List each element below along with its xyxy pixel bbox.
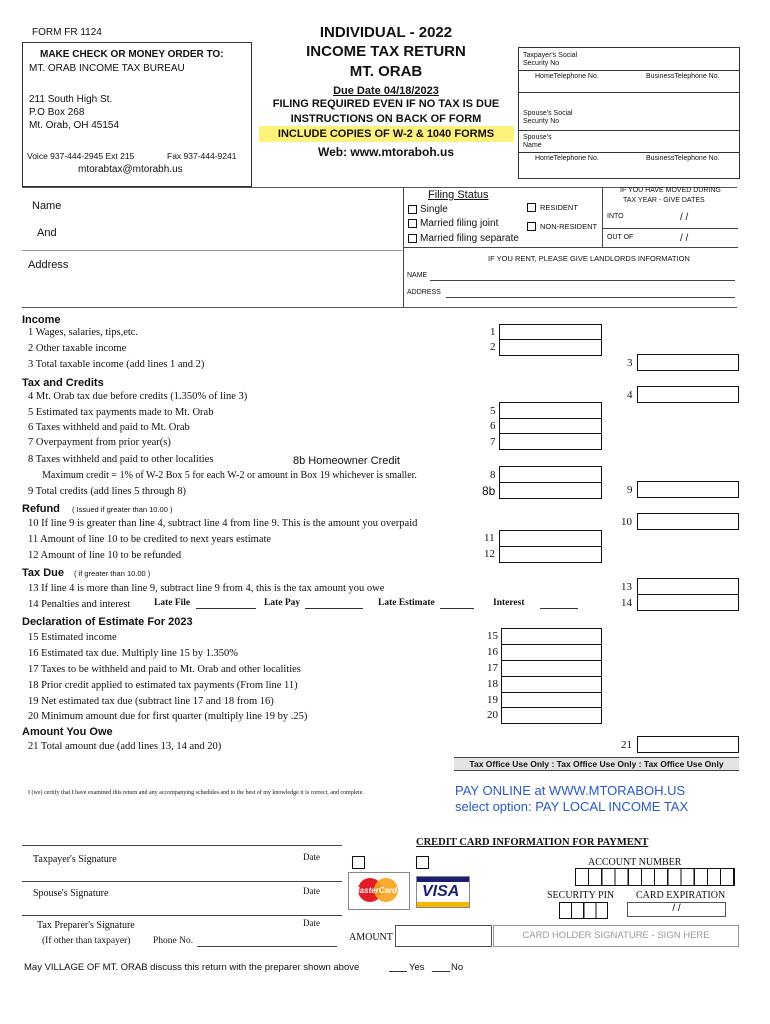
mastercard-checkbox[interactable] xyxy=(352,856,365,869)
email-address: mtorabtax@mtorabh.us xyxy=(78,164,183,175)
refund-heading: Refund xyxy=(22,503,60,515)
late-file-field[interactable] xyxy=(196,608,256,609)
certification-text: I (we) certify that I have examined this return and any accompanying schedules and to the best of my knowledge it is correct, and complete. xyxy=(28,790,364,796)
business-phone-label: BusinessTelephone No. xyxy=(646,73,720,80)
include-copies: INCLUDE COPIES OF W-2 & 1040 FORMS xyxy=(277,128,495,140)
line-9-label: 9 Total credits (add lines 5 through 8) xyxy=(28,486,186,497)
line-3-label: 3 Total taxable income (add lines 1 and 2) xyxy=(28,359,205,370)
line-12-input[interactable] xyxy=(499,546,602,563)
fax-number: Fax 937-444-9241 xyxy=(167,151,237,161)
spouse-date-label: Date xyxy=(303,886,320,896)
resident-label: RESIDENT xyxy=(540,203,578,212)
late-estimate-label: Late Estimate xyxy=(378,598,435,608)
bureau-name: MT. ORAB INCOME TAX BUREAU xyxy=(29,63,185,74)
preparer-phone-field[interactable] xyxy=(197,946,337,947)
amount-owe-heading: Amount You Owe xyxy=(22,726,113,738)
line-8b-label: 8b Homeowner Credit xyxy=(293,455,400,467)
divider xyxy=(519,92,739,93)
line-15-label: 15 Estimated income xyxy=(28,632,117,643)
line-8-input[interactable] xyxy=(499,466,602,483)
divider xyxy=(403,247,738,248)
line-11-label: 11 Amount of line 10 to be credited to next years estimate xyxy=(28,534,272,545)
make-check-label: MAKE CHECK OR MONEY ORDER TO: xyxy=(40,49,224,60)
line-4-label: 4 Mt. Orab tax due before credits (1.350% of line 3) xyxy=(28,391,248,402)
form-title-1: INDIVIDUAL - 2022 xyxy=(319,24,453,41)
line-17-input[interactable] xyxy=(501,660,602,677)
line-13-number: 13 xyxy=(621,581,632,593)
spouse-home-phone-label: HomeTelephone No. xyxy=(535,155,599,162)
due-date: Due Date 04/18/2023 xyxy=(333,85,439,97)
discuss-yes-field[interactable] xyxy=(389,971,407,972)
tax-credits-heading: Tax and Credits xyxy=(22,377,104,389)
visa-top-stripe xyxy=(417,877,469,882)
late-pay-field[interactable] xyxy=(305,608,363,609)
spouse-name-label-2: Name xyxy=(523,142,542,149)
line-16-label: 16 Estimated tax due. Multiply line 15 by 1.350% xyxy=(28,648,238,659)
address-line-2: P.O Box 268 xyxy=(29,107,85,118)
resident-checkbox[interactable] xyxy=(527,203,536,212)
spouse-ssn-label: Spouse's Social xyxy=(523,110,573,117)
pay-online[interactable]: PAY ONLINE at WWW.MTORABOH.US xyxy=(455,783,686,798)
married-joint-label: Married filing joint xyxy=(420,218,499,229)
line-14-label: 14 Penalties and interest xyxy=(28,599,131,610)
line-21-label: 21 Total amount due (add lines 13, 14 and 20) xyxy=(28,741,222,752)
line-8b-number: 8b xyxy=(482,484,496,498)
card-expiration-label: CARD EXPIRATION xyxy=(636,890,726,901)
address-line-1: 211 South High St. xyxy=(29,94,113,105)
line-9-number: 9 xyxy=(627,484,633,496)
divider xyxy=(519,130,739,131)
discuss-question: May VILLAGE OF MT. ORAB discuss this return with the preparer shown above xyxy=(24,962,360,973)
office-use-banner: Tax Office Use Only : Tax Office Use Only : Tax Office Use Only xyxy=(454,757,739,771)
line-5-input[interactable] xyxy=(499,402,602,419)
address-label: Address xyxy=(28,259,69,271)
moved-note-1: IF YOU HAVE MOVED DURING xyxy=(620,187,721,194)
divider xyxy=(602,228,738,229)
line-1-label: 1 Wages, salaries, tips,etc. xyxy=(28,327,139,338)
line-21-input[interactable] xyxy=(637,736,739,753)
line-19-label: 19 Net estimated tax due (subtract line 17 and 18 from 16) xyxy=(28,696,274,707)
line-7-label: 7 Overpayment from prior year(s) xyxy=(28,437,171,448)
amount-label: AMOUNT xyxy=(349,932,393,943)
late-file-label: Late File xyxy=(154,598,191,608)
line-16-input[interactable] xyxy=(501,644,602,661)
line-20-input[interactable] xyxy=(501,707,602,724)
security-pin-label: SECURITY PIN xyxy=(547,890,615,901)
divider xyxy=(519,152,739,153)
visa-bottom-stripe xyxy=(417,902,469,907)
taxpayer-signature-field[interactable] xyxy=(22,881,342,882)
landlord-note: IF YOU RENT, PLEASE GIVE LANDLORDS INFORMATION xyxy=(488,254,690,263)
spouse-signature-field[interactable] xyxy=(22,915,342,916)
cardholder-signature-field[interactable]: CARD HOLDER SIGNATURE - SIGN HERE xyxy=(493,925,739,947)
spouse-signature-label: Spouse's Signature xyxy=(33,888,109,899)
line-17-label: 17 Taxes to be withheld and paid to Mt. Orab and other localities xyxy=(28,664,301,675)
and-label: And xyxy=(37,227,57,239)
taxpayer-date-label: Date xyxy=(303,852,320,862)
preparer-note: (If other than taxpayer) xyxy=(42,936,131,946)
divider xyxy=(602,187,603,247)
taxpayer-ssn-label: Taxpayer's Social xyxy=(523,52,578,59)
card-expiration-field[interactable]: / / xyxy=(627,902,726,917)
form-title-3: MT. ORAB xyxy=(349,63,423,80)
line-7-number: 7 xyxy=(490,436,496,448)
credit-card-title: CREDIT CARD INFORMATION FOR PAYMENT xyxy=(416,837,649,848)
line-15-input[interactable] xyxy=(501,628,602,645)
line-14-input[interactable] xyxy=(637,594,739,611)
line-10-label: 10 If line 9 is greater than line 4, subtract line 4 from line 9. This is the amount you overpaid xyxy=(28,518,418,529)
visa-logo xyxy=(416,876,470,908)
line-10-number: 10 xyxy=(621,516,632,528)
line-2-label: 2 Other taxable income xyxy=(28,343,127,354)
line-15-number: 15 xyxy=(487,630,498,642)
line-12-number: 12 xyxy=(484,548,495,560)
landlord-address-label: ADDRESS xyxy=(407,289,441,296)
discuss-no-field[interactable] xyxy=(432,971,450,972)
line-19-number: 19 xyxy=(487,694,498,706)
line-18-label: 18 Prior credit applied to estimated tax payments (From line 11) xyxy=(28,680,298,691)
married-separate-checkbox[interactable] xyxy=(408,234,417,243)
spouse-name-label: Spouse's xyxy=(523,134,552,141)
into-date[interactable]: / / xyxy=(680,212,689,223)
name-label: Name xyxy=(32,200,62,212)
taxpayer-ssn-label-2: Security No xyxy=(523,60,560,67)
line-10-input[interactable] xyxy=(637,513,739,530)
mastercard-logo xyxy=(348,872,410,910)
refund-note: ( Issued if greater than 10.00 ) xyxy=(72,505,173,514)
phone-label: Phone No. xyxy=(153,936,194,946)
form-number: FORM FR 1124 xyxy=(32,27,102,38)
line-14-number: 14 xyxy=(621,597,632,609)
account-number-label: ACCOUNT NUMBER xyxy=(588,857,682,868)
line-11-input[interactable] xyxy=(499,530,602,547)
line-2-number: 2 xyxy=(490,341,496,353)
divider xyxy=(519,70,739,71)
line-6-number: 6 xyxy=(490,420,496,432)
filing-required: FILING REQUIRED EVEN IF NO TAX IS DUE xyxy=(272,98,500,110)
line-3-number: 3 xyxy=(627,357,633,369)
line-5-label: 5 Estimated tax payments made to Mt. Orab xyxy=(28,407,214,418)
into-label: INTO xyxy=(607,213,624,220)
divider xyxy=(22,250,402,251)
line-8-label: 8 Taxes withheld and paid to other localities xyxy=(28,454,214,465)
line-21-number: 21 xyxy=(621,739,632,751)
form-title-2: INCOME TAX RETURN xyxy=(306,43,466,60)
line-12-label: 12 Amount of line 10 to be refunded xyxy=(28,550,182,561)
tax-due-heading: Tax Due xyxy=(22,567,64,579)
divider xyxy=(22,307,737,308)
outof-label: OUT OF xyxy=(607,234,634,241)
declaration-heading: Declaration of Estimate For 2023 xyxy=(22,616,193,628)
late-pay-label: Late Pay xyxy=(264,598,301,608)
mastercard-text: MasterCard xyxy=(353,886,398,895)
nonresident-checkbox[interactable] xyxy=(527,222,536,231)
spouse-ssn-label-2: Security No xyxy=(523,118,560,125)
visa-text: VISA xyxy=(422,883,460,900)
moved-note-2: TAX YEAR - GIVE DATES xyxy=(623,197,705,204)
landlord-name-field[interactable] xyxy=(430,280,735,281)
line-11-number: 11 xyxy=(484,532,495,544)
line-16-number: 16 xyxy=(487,646,498,658)
tax-due-note: ( if greater than 10.00 ) xyxy=(74,569,151,578)
late-estimate-field[interactable] xyxy=(440,608,474,609)
voice-number: Voice 937-444-2945 Ext 215 xyxy=(27,151,135,161)
address-line-3: Mt. Orab, OH 45154 xyxy=(29,120,120,131)
line-3-input[interactable] xyxy=(637,354,739,371)
line-13-label: 13 If line 4 is more than line 9, subtract line 9 from 4, this is the tax amount you owe xyxy=(28,583,385,594)
no-label: No xyxy=(451,962,464,973)
line-9-input[interactable] xyxy=(637,481,739,498)
account-number-field[interactable] xyxy=(575,868,735,886)
outof-date[interactable]: / / xyxy=(680,233,689,244)
filing-status-title: Filing Status xyxy=(428,189,489,201)
remit-address-box xyxy=(22,42,252,187)
married-separate-label: Married filing separate xyxy=(420,233,519,244)
home-phone-label: HomeTelephone No. xyxy=(535,73,599,80)
line-8b-input[interactable] xyxy=(499,482,602,499)
interest-field[interactable] xyxy=(540,608,578,609)
line-18-number: 18 xyxy=(487,678,498,690)
line-13-input[interactable] xyxy=(637,578,739,595)
preparer-signature-label: Tax Preparer's Signature xyxy=(37,920,135,931)
line-4-number: 4 xyxy=(627,389,633,401)
spouse-business-phone-label: BusinessTelephone No. xyxy=(646,155,720,162)
line-17-number: 17 xyxy=(487,662,498,674)
interest-label: Interest xyxy=(493,598,525,608)
pay-option: select option: PAY LOCAL INCOME TAX xyxy=(455,799,689,814)
taxpayer-id-box xyxy=(518,47,740,179)
married-joint-checkbox[interactable] xyxy=(408,219,417,228)
yes-label: Yes xyxy=(409,962,425,973)
landlord-address-field[interactable] xyxy=(446,297,735,298)
single-checkbox[interactable] xyxy=(408,205,417,214)
preparer-date-label: Date xyxy=(303,918,320,928)
line-5-number: 5 xyxy=(490,405,496,417)
single-label: Single xyxy=(420,204,448,215)
website: Web: www.mtoraboh.us xyxy=(317,145,454,159)
line-8-max-note: Maximum credit = 1% of W-2 Box 5 for each W-2 or amount in Box 19 whichever is smaller. xyxy=(42,470,417,481)
line-7-input[interactable] xyxy=(499,433,602,450)
security-pin-field[interactable] xyxy=(559,902,608,919)
line-20-number: 20 xyxy=(487,709,498,721)
line-1-number: 1 xyxy=(490,326,496,338)
visa-checkbox[interactable] xyxy=(416,856,429,869)
line-4-input[interactable] xyxy=(637,386,739,403)
instructions-note: INSTRUCTIONS ON BACK OF FORM xyxy=(290,113,482,125)
line-20-label: 20 Minimum amount due for first quarter (multiply line 19 by .25) xyxy=(28,711,308,722)
line-18-input[interactable] xyxy=(501,676,602,693)
line-8-number: 8 xyxy=(490,469,496,481)
income-heading: Income xyxy=(22,314,61,326)
line-6-label: 6 Taxes withheld and paid to Mt. Orab xyxy=(28,422,190,433)
amount-field[interactable] xyxy=(395,925,492,947)
landlord-name-label: NAME xyxy=(407,272,428,279)
line-2-input[interactable] xyxy=(499,339,602,356)
divider xyxy=(22,845,342,846)
nonresident-label: NON-RESIDENT xyxy=(540,222,598,231)
taxpayer-signature-label: Taxpayer's Signature xyxy=(33,854,117,865)
